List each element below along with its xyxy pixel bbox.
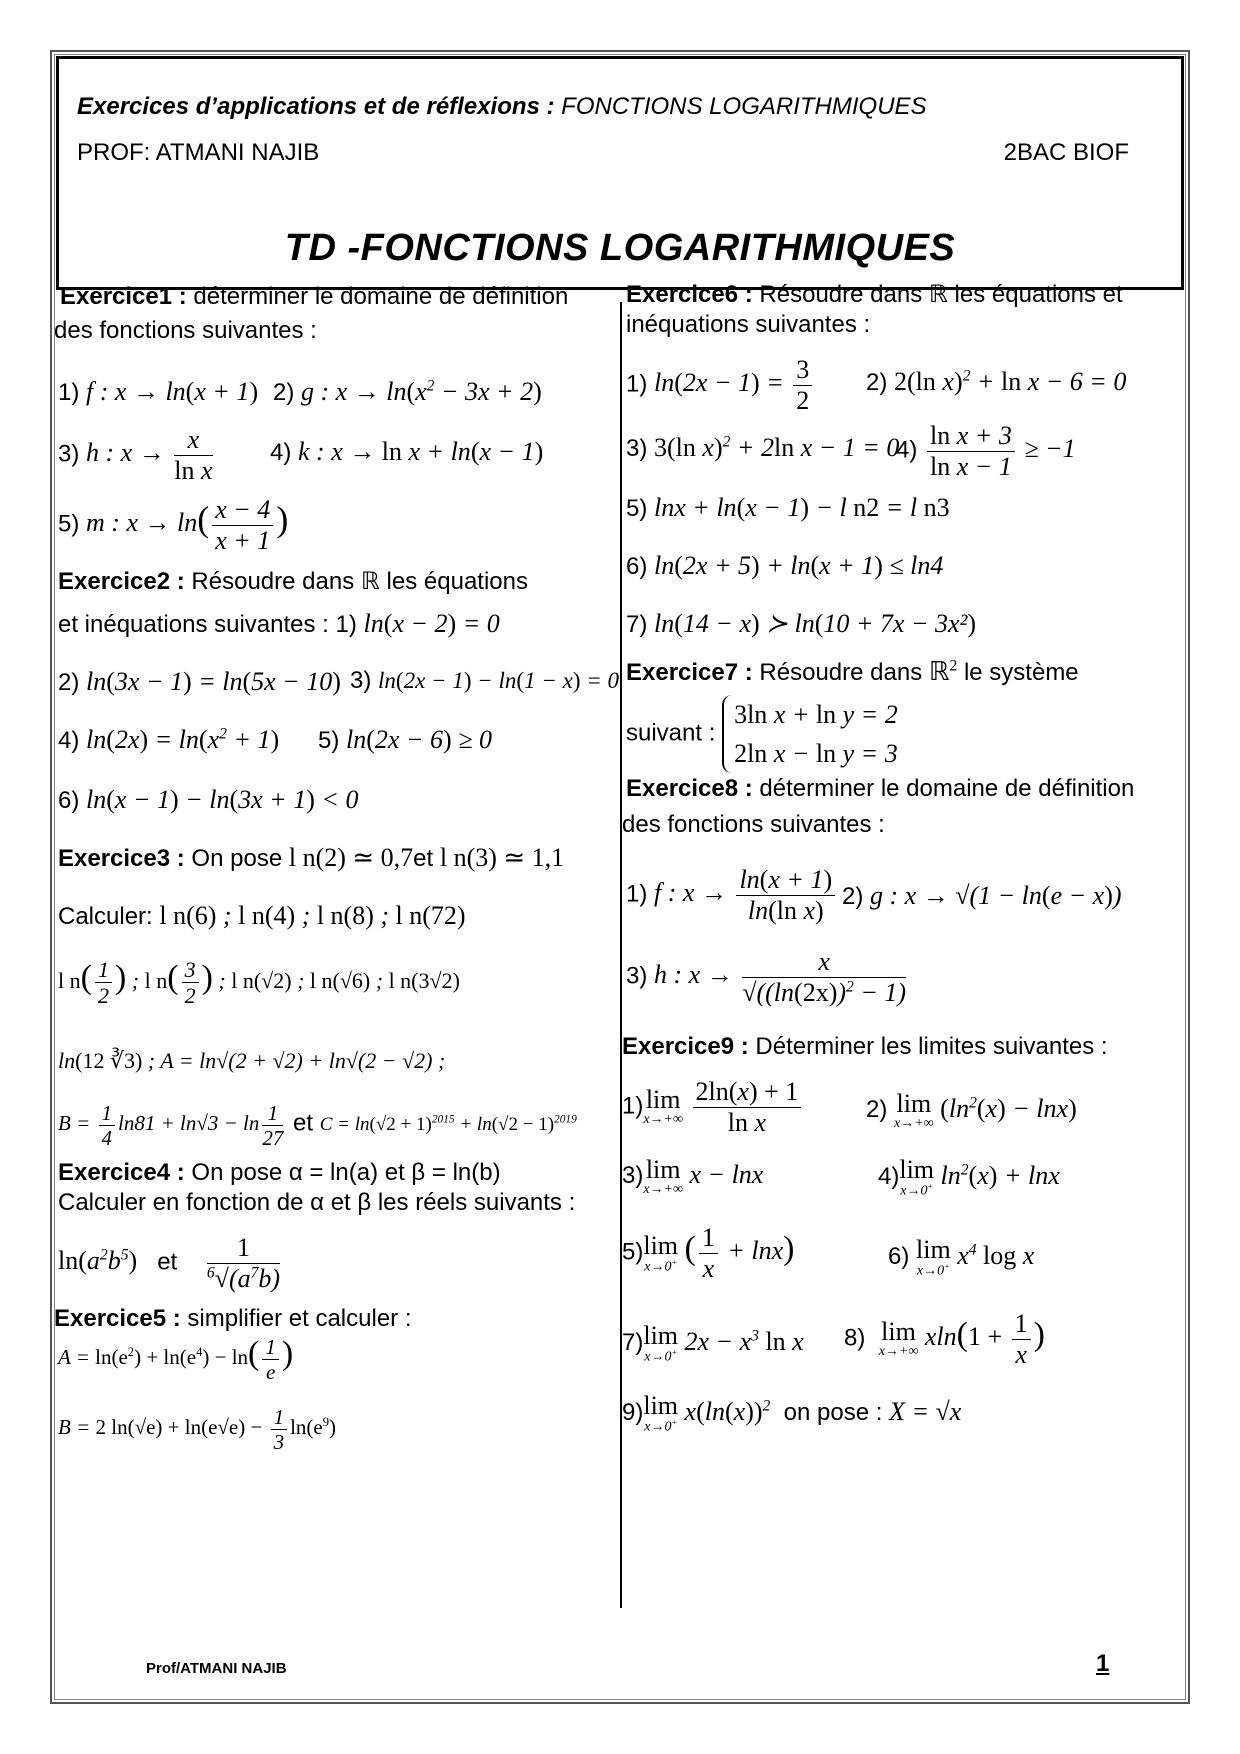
math-expression: $A = \ln(e^2) + \ln(e^4) - \ln$( $\frac{1}{e}$ ) <box>58 1335 294 1385</box>
math-expression: ln(2x − 6) ≥ 0 <box>346 725 492 754</box>
math-expression: k : x → ln x + ln(x − 1) <box>298 437 544 466</box>
item-number: 6) <box>626 553 648 580</box>
ex6-item-7 <box>626 609 976 639</box>
math-expression: lim x→0+ $2x - x^3$ ln x <box>643 1321 804 1365</box>
item-number: 3) <box>622 1161 644 1189</box>
header-subtitle-bold: Exercices d’applications et de réflexions : <box>77 93 555 120</box>
ex1-title: Exercice1 : <box>60 283 187 310</box>
ex2-item-1-line <box>58 609 500 639</box>
ex7-title: Exercice7 : <box>626 659 753 686</box>
ex1-item-1 <box>58 377 258 407</box>
item-number: 3) <box>58 440 80 468</box>
math-expression: h : x → $\frac{x}{\text{ln x}}$ <box>86 425 213 485</box>
ex9-text: Déterminer les limites suivantes : <box>748 1033 1108 1060</box>
item-number: 6) <box>888 1242 910 1270</box>
math-expression: lim x→0+ $x(\ln(x))^2$ <box>643 1391 771 1435</box>
ex5-title: Exercice5 : <box>54 1305 181 1332</box>
math-expression: B = $\frac{1}{4}$ ln81 + ln√3 − ln $\frac{1}{27}$ <box>58 1101 284 1151</box>
math-expression: l n( $\frac{1}{2}$ ) ; l n( $\frac{3}{2}$ ) ; l n(√2) ; l n(√6) ; l n(3√2) <box>58 957 460 1009</box>
math-expression: lim x→0+ $x^4$ log x <box>916 1235 1035 1279</box>
ex9-item-9 <box>622 1393 961 1435</box>
math-expression: lim x→+∞ $\frac{2\ln(x) + 1}{\text{ln x}}$ <box>643 1090 804 1119</box>
ex8-text2: des fonctions suivantes : <box>622 811 885 838</box>
item-number: 4) <box>270 439 292 466</box>
ex2-item-4 <box>58 725 279 755</box>
math-expression: l n(3) ≃ 1,1 <box>439 843 565 872</box>
ex1-text: déterminer le domaine de définition <box>186 283 569 310</box>
header-subtitle <box>77 93 927 121</box>
ex4-et: et <box>157 1248 178 1276</box>
ex9-pose: on pose : <box>783 1398 883 1426</box>
item-number: 4) <box>896 436 918 464</box>
page-title: TD -FONCTIONS LOGARITHMIQUES <box>284 227 956 269</box>
ex7-text2: suivant : <box>626 719 716 747</box>
math-expression: l n(2) ≃ 0,7 <box>288 843 414 872</box>
item-number: 5) <box>318 727 340 754</box>
math-expression: $C = \ln(√2 + 1)^{2015} + \ln(√2 - 1)^{2019}$ <box>319 1114 577 1136</box>
ex3-calc: Calculer: <box>58 903 153 930</box>
ex6-item-1 <box>626 355 815 416</box>
math-expression: ln(3x − 1) = ln(5x − 10) <box>86 667 341 696</box>
math-expression: ln(14 − x) ≻ ln(10 + 7x − 3x²) <box>654 609 977 638</box>
math-expression: 3(ln x)$^2$ + 2ln x − 1 = 0 <box>654 433 900 462</box>
ex2-text: Résoudre dans ℝ les équations <box>184 568 528 595</box>
math-expression: m : x → ln( $\frac{x - 4}{x + 1}$ ) <box>86 495 289 555</box>
ex3-line-3 <box>58 1047 445 1075</box>
math-expression: 2(ln x)$^2$ + ln x − 6 = 0 <box>894 367 1127 396</box>
ex7-heading <box>626 657 1079 687</box>
item-number: 4) <box>878 1162 900 1190</box>
item-number: 1) <box>335 611 357 638</box>
ex6-item-4 <box>896 421 1076 482</box>
item-number: 5) <box>58 510 80 538</box>
ex6-heading <box>626 280 1123 309</box>
math-expression: ln(2x + 5) + ln(x + 1) ≤ ln4 <box>654 551 944 580</box>
ex1-heading <box>60 283 568 311</box>
ex3-text: On pose <box>184 845 283 872</box>
ex8-item-2 <box>842 881 1122 911</box>
ex7-text3: le système <box>957 659 1079 686</box>
math-expression: lnx + ln(x − 1) − l n2 = l n3 <box>654 493 950 522</box>
ex4-text: On pose α = ln(a) et β = ln(b) <box>184 1159 501 1186</box>
ex1-item-2 <box>273 377 542 407</box>
ex3-line-2 <box>58 957 460 1009</box>
ex2-item-2 <box>58 667 341 697</box>
math-expression: l n(6) ; l n(4) ; l n(8) ; l n(72) <box>159 901 466 930</box>
item-number: 2) <box>842 883 864 910</box>
ex3-et2: et <box>293 1109 314 1137</box>
math-expression: lim x→+∞ xln(1 + $\frac{1}{x}$ ) <box>878 1309 1045 1369</box>
ex5-heading <box>54 1305 412 1333</box>
ex6-item-2 <box>866 367 1126 397</box>
math-expression: lim x→0+ $\ln^2(x) + \ln x$ <box>899 1155 1060 1199</box>
ex4-text2: Calculer en fonction de α et β les réels suivants : <box>58 1189 576 1216</box>
ex4-heading <box>58 1159 501 1187</box>
item-number: 2) <box>273 379 295 406</box>
ex1-item-5 <box>58 495 288 556</box>
math-expression: ln(2x − 1) = $\frac{3}{2}$ <box>654 368 815 397</box>
ex9-item-8 <box>844 1309 1045 1370</box>
item-number: 7) <box>626 611 648 638</box>
ex2-text2: et inéquations suivantes : <box>58 611 329 638</box>
math-expression: f : x → $\frac{\ln(x + 1)}{\text{ln(ln x)}}$ <box>654 878 838 907</box>
math-expression: lim x→+∞ $(\ln^2(x) - \ln x)$ <box>894 1089 1077 1131</box>
item-number: 1) <box>626 370 648 398</box>
math-expression: $\ln(2x) = \ln(x^2 + 1)$ <box>86 725 280 754</box>
math-expression: ℝ$^2$ <box>928 657 958 686</box>
ex6-title: Exercice6 : <box>626 281 753 308</box>
math-expression: f : x → ln(x + 1) <box>86 377 259 406</box>
ex3-title: Exercice3 : <box>58 845 185 872</box>
ex9-item-1 <box>622 1077 804 1138</box>
ex9-item-4 <box>878 1157 1060 1199</box>
ex8-text: déterminer le domaine de définition <box>752 775 1135 802</box>
math-expression: ln(12 ∛3) ; A = ln√(2 + √2) + ln√(2 − √2) ; <box>58 1048 446 1073</box>
item-number: 7) <box>622 1328 644 1356</box>
document-header <box>56 56 1184 290</box>
item-number: 1) <box>626 880 648 908</box>
item-number: 2) <box>58 669 80 696</box>
math-expression: ln(x − 2) = 0 <box>363 609 500 638</box>
math-expression: B = 2 ln(√e) + ln(e√e) − $\frac{1}{3}$ $\ln(e^9)$ <box>58 1405 337 1455</box>
ex8-item-3 <box>626 947 909 1008</box>
footer-author: Prof/ATMANI NAJIB <box>146 1660 287 1677</box>
ex6-item-3 <box>626 433 899 463</box>
item-number: 3) <box>350 667 372 694</box>
header-class: 2BAC BIOF <box>1003 139 1129 166</box>
ex8-heading <box>626 775 1134 803</box>
math-expression: lim x→+∞ x − lnx <box>643 1155 764 1197</box>
math-expression: ln(2x − 1) − ln(1 − x) = 0 <box>378 668 620 693</box>
ex9-item-6 <box>888 1237 1034 1279</box>
ex5-text: simplifier et calculer : <box>180 1305 412 1332</box>
ex4-expressions <box>58 1233 283 1294</box>
ex5-expr-b <box>58 1405 336 1454</box>
header-prof: PROF: ATMANI NAJIB <box>77 139 320 166</box>
math-expression: h : x → $\frac{x}{√((\ln(2x))^2 - 1)}$ <box>654 947 907 1007</box>
ex9-item-2 <box>866 1091 1077 1131</box>
header-subtitle-topic: FONCTIONS LOGARITHMIQUES <box>554 93 927 120</box>
ex1-text2: des fonctions suivantes : <box>54 317 317 344</box>
ex8-item-1 <box>626 865 838 926</box>
ex9-item-5 <box>622 1223 794 1284</box>
item-number: 2) <box>866 369 888 396</box>
item-number: 9) <box>622 1398 644 1426</box>
ex3-line-4 <box>58 1101 577 1150</box>
ex9-title: Exercice9 : <box>622 1033 749 1060</box>
item-number: 3) <box>626 435 648 462</box>
item-number: 5) <box>622 1238 644 1266</box>
page-number: 1 <box>1096 1650 1110 1677</box>
item-number: 2) <box>866 1095 888 1123</box>
ex1-item-3 <box>58 425 216 486</box>
math-expression: g : $x \to \ln(x^2 - 3x + 2)$ <box>301 377 542 406</box>
item-number: 4) <box>58 727 80 754</box>
math-expression: $\frac{\text{ln x + 3}}{\text{ln x − 1}}$ ≥ −1 <box>924 434 1076 463</box>
ex9-heading <box>622 1033 1108 1061</box>
math-expression: X = √x <box>889 1396 962 1426</box>
ex6-text2: inéquations suivantes : <box>626 311 871 338</box>
item-number: 3) <box>626 962 648 990</box>
ex2-title: Exercice2 : <box>58 568 185 595</box>
ex8-title: Exercice8 : <box>626 775 753 802</box>
ex7-text: Résoudre dans <box>752 659 923 686</box>
ex7-system <box>626 695 898 773</box>
ex3-heading <box>58 843 564 873</box>
ex2-item-3 <box>350 667 619 695</box>
ex2-heading <box>58 567 528 596</box>
item-number: 8) <box>844 1324 866 1352</box>
item-number: 1) <box>58 379 80 406</box>
math-expression: lim x→0+ ( $\frac{1}{x}$ + lnx) <box>643 1223 795 1283</box>
math-expression: ln(x − 1) − ln(3x + 1) < 0 <box>86 785 359 814</box>
ex6-item-5 <box>626 493 950 523</box>
ex6-text: Résoudre dans ℝ les équations et <box>752 281 1123 308</box>
ex4-title: Exercice4 : <box>58 1159 185 1186</box>
ex5-expr-a <box>58 1335 293 1384</box>
math-system: 3ln x + ln y = 2 2ln x − ln y = 3 <box>722 695 898 773</box>
ex3-et: et <box>413 845 434 872</box>
ex1-item-4 <box>270 437 543 467</box>
math-expression: $\frac{1}{^6√(a^7b)}$ <box>206 1233 281 1293</box>
math-expression: g : x → √(1 − ln(e − x)) <box>870 881 1122 910</box>
ex6-item-6 <box>626 551 943 581</box>
ex2-item-6 <box>58 785 358 815</box>
item-number: 1) <box>622 1092 644 1120</box>
ex9-item-7 <box>622 1323 804 1365</box>
math-expression: $\ln(a^2b^5)$ <box>58 1246 138 1276</box>
ex3-calc-line <box>58 901 466 931</box>
ex9-item-3 <box>622 1157 763 1197</box>
item-number: 5) <box>626 495 648 522</box>
item-number: 6) <box>58 787 80 814</box>
ex2-item-5 <box>318 725 492 755</box>
